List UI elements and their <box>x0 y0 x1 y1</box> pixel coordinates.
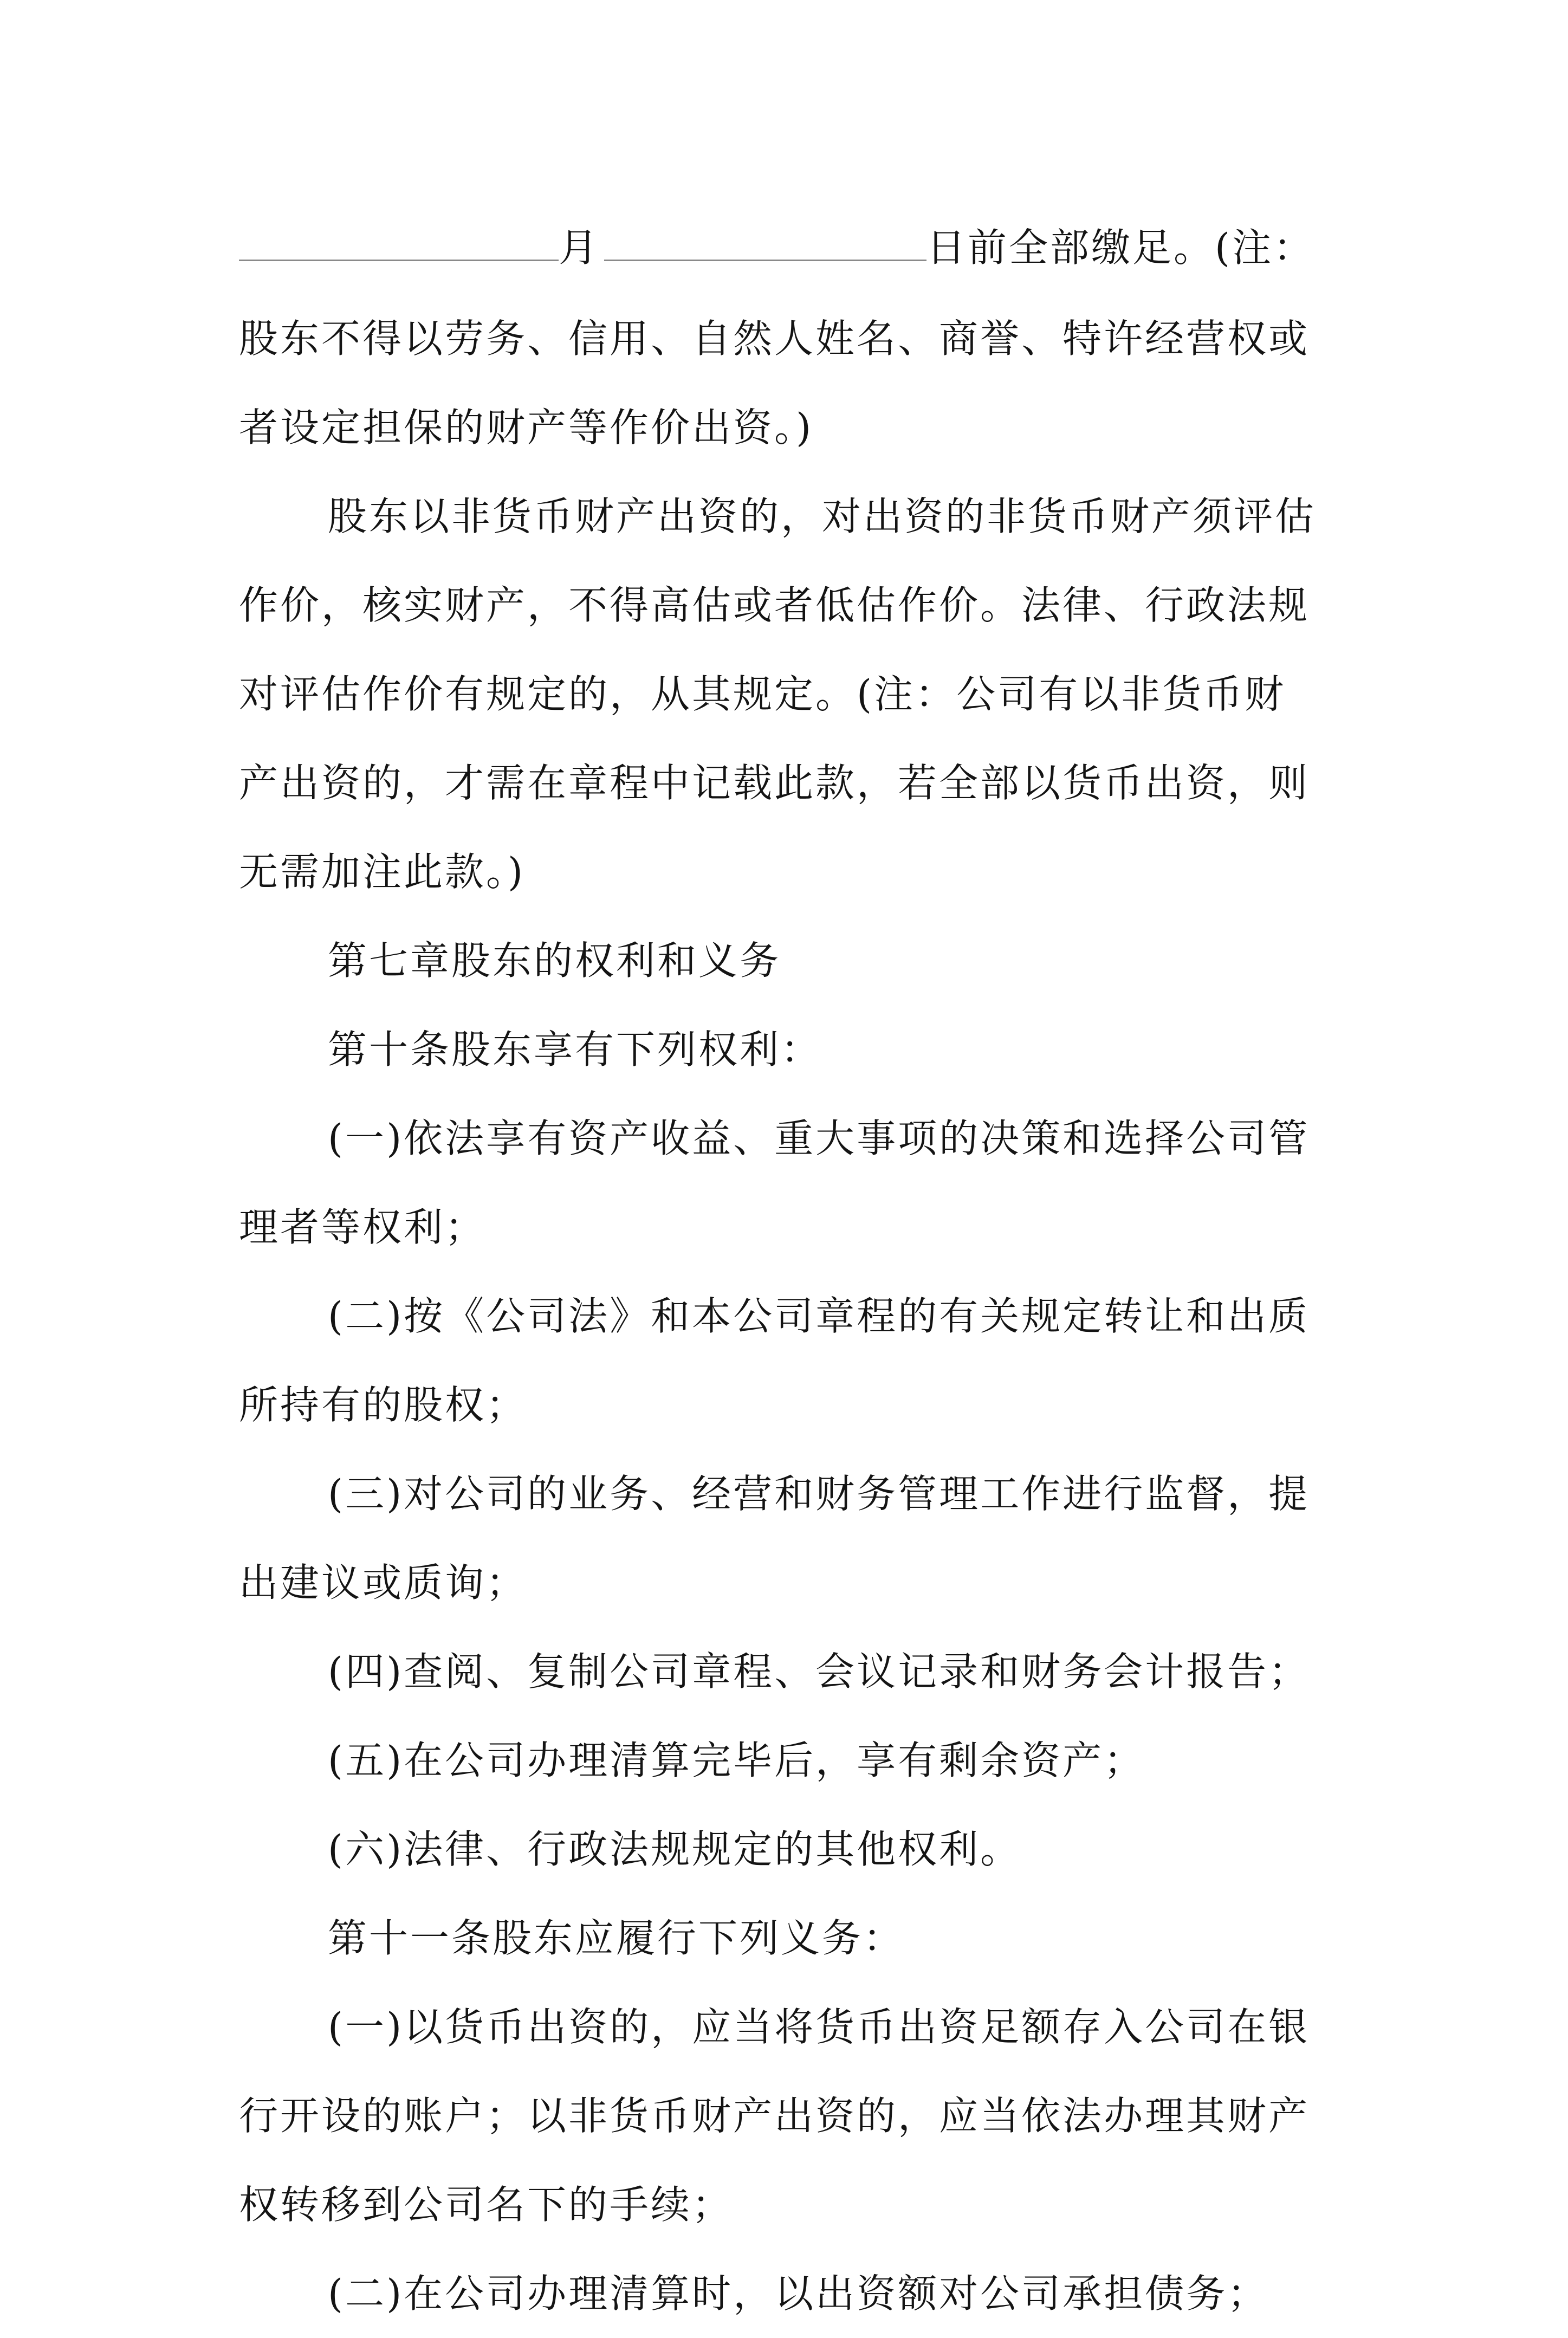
list-item: (六)法律、行政法规规定的其他权利。 <box>328 1827 1022 1872</box>
document-body <box>239 202 1339 2338</box>
paragraph-line: 作价，核实财产，不得高估或者低估作价。法律、行政法规 <box>239 582 1310 628</box>
deadline-text: 日前全部缴足。(注： <box>926 225 1315 270</box>
article-heading: 第十条股东享有下列权利： <box>328 1027 822 1072</box>
list-item-continuation: 权转移到公司名下的手续； <box>239 2182 734 2227</box>
paragraph-line: 股东以非货币财产出资的，对出资的非货币财产须评估 <box>328 494 1317 539</box>
chapter-heading: 第七章股东的权利和义务 <box>328 938 781 983</box>
list-item-continuation: 所持有的股权； <box>239 1382 528 1428</box>
paragraph-line: 股东不得以劳务、信用、自然人姓名、商誉、特许经营权或 <box>239 316 1310 361</box>
list-item: (二)按《公司法》和本公司章程的有关规定转让和出质 <box>328 1293 1310 1339</box>
list-item: (二)在公司办理清算时，以出资额对公司承担债务； <box>328 2271 1269 2316</box>
month-label: 月 <box>559 225 600 270</box>
list-item-continuation: 出建议或质询； <box>239 1560 528 1605</box>
paragraph-line: 无需加注此款。) <box>239 849 526 895</box>
fill-in-blank-day[interactable] <box>604 222 926 261</box>
list-item: (一)以货币出资的，应当将货币出资足额存入公司在银 <box>328 2004 1310 2050</box>
list-item: (五)在公司办理清算完毕后，享有剩余资产； <box>328 1738 1145 1783</box>
paragraph-line: 对评估作价有规定的，从其规定。(注：公司有以非货币财 <box>239 671 1286 717</box>
fill-in-blank-month[interactable] <box>239 222 559 261</box>
paragraph-line: 者设定担保的财产等作价出资。) <box>239 405 814 450</box>
list-item: (三)对公司的业务、经营和财务管理工作进行监督，提 <box>328 1471 1310 1517</box>
article-heading: 第十一条股东应履行下列义务： <box>328 1915 905 1961</box>
list-item-continuation: 行开设的账户；以非货币财产出资的，应当依法办理其财产 <box>239 2093 1310 2139</box>
list-item-continuation: 理者等权利； <box>239 1204 487 1250</box>
list-item: (四)查阅、复制公司章程、会议记录和财务会计报告； <box>328 1649 1310 1694</box>
list-item: (一)依法享有资产收益、重大事项的决策和选择公司管 <box>328 1116 1310 1161</box>
paragraph-line-payment-deadline <box>239 202 1339 294</box>
paragraph-line: 产出资的，才需在章程中记载此款，若全部以货币出资，则 <box>239 760 1310 806</box>
